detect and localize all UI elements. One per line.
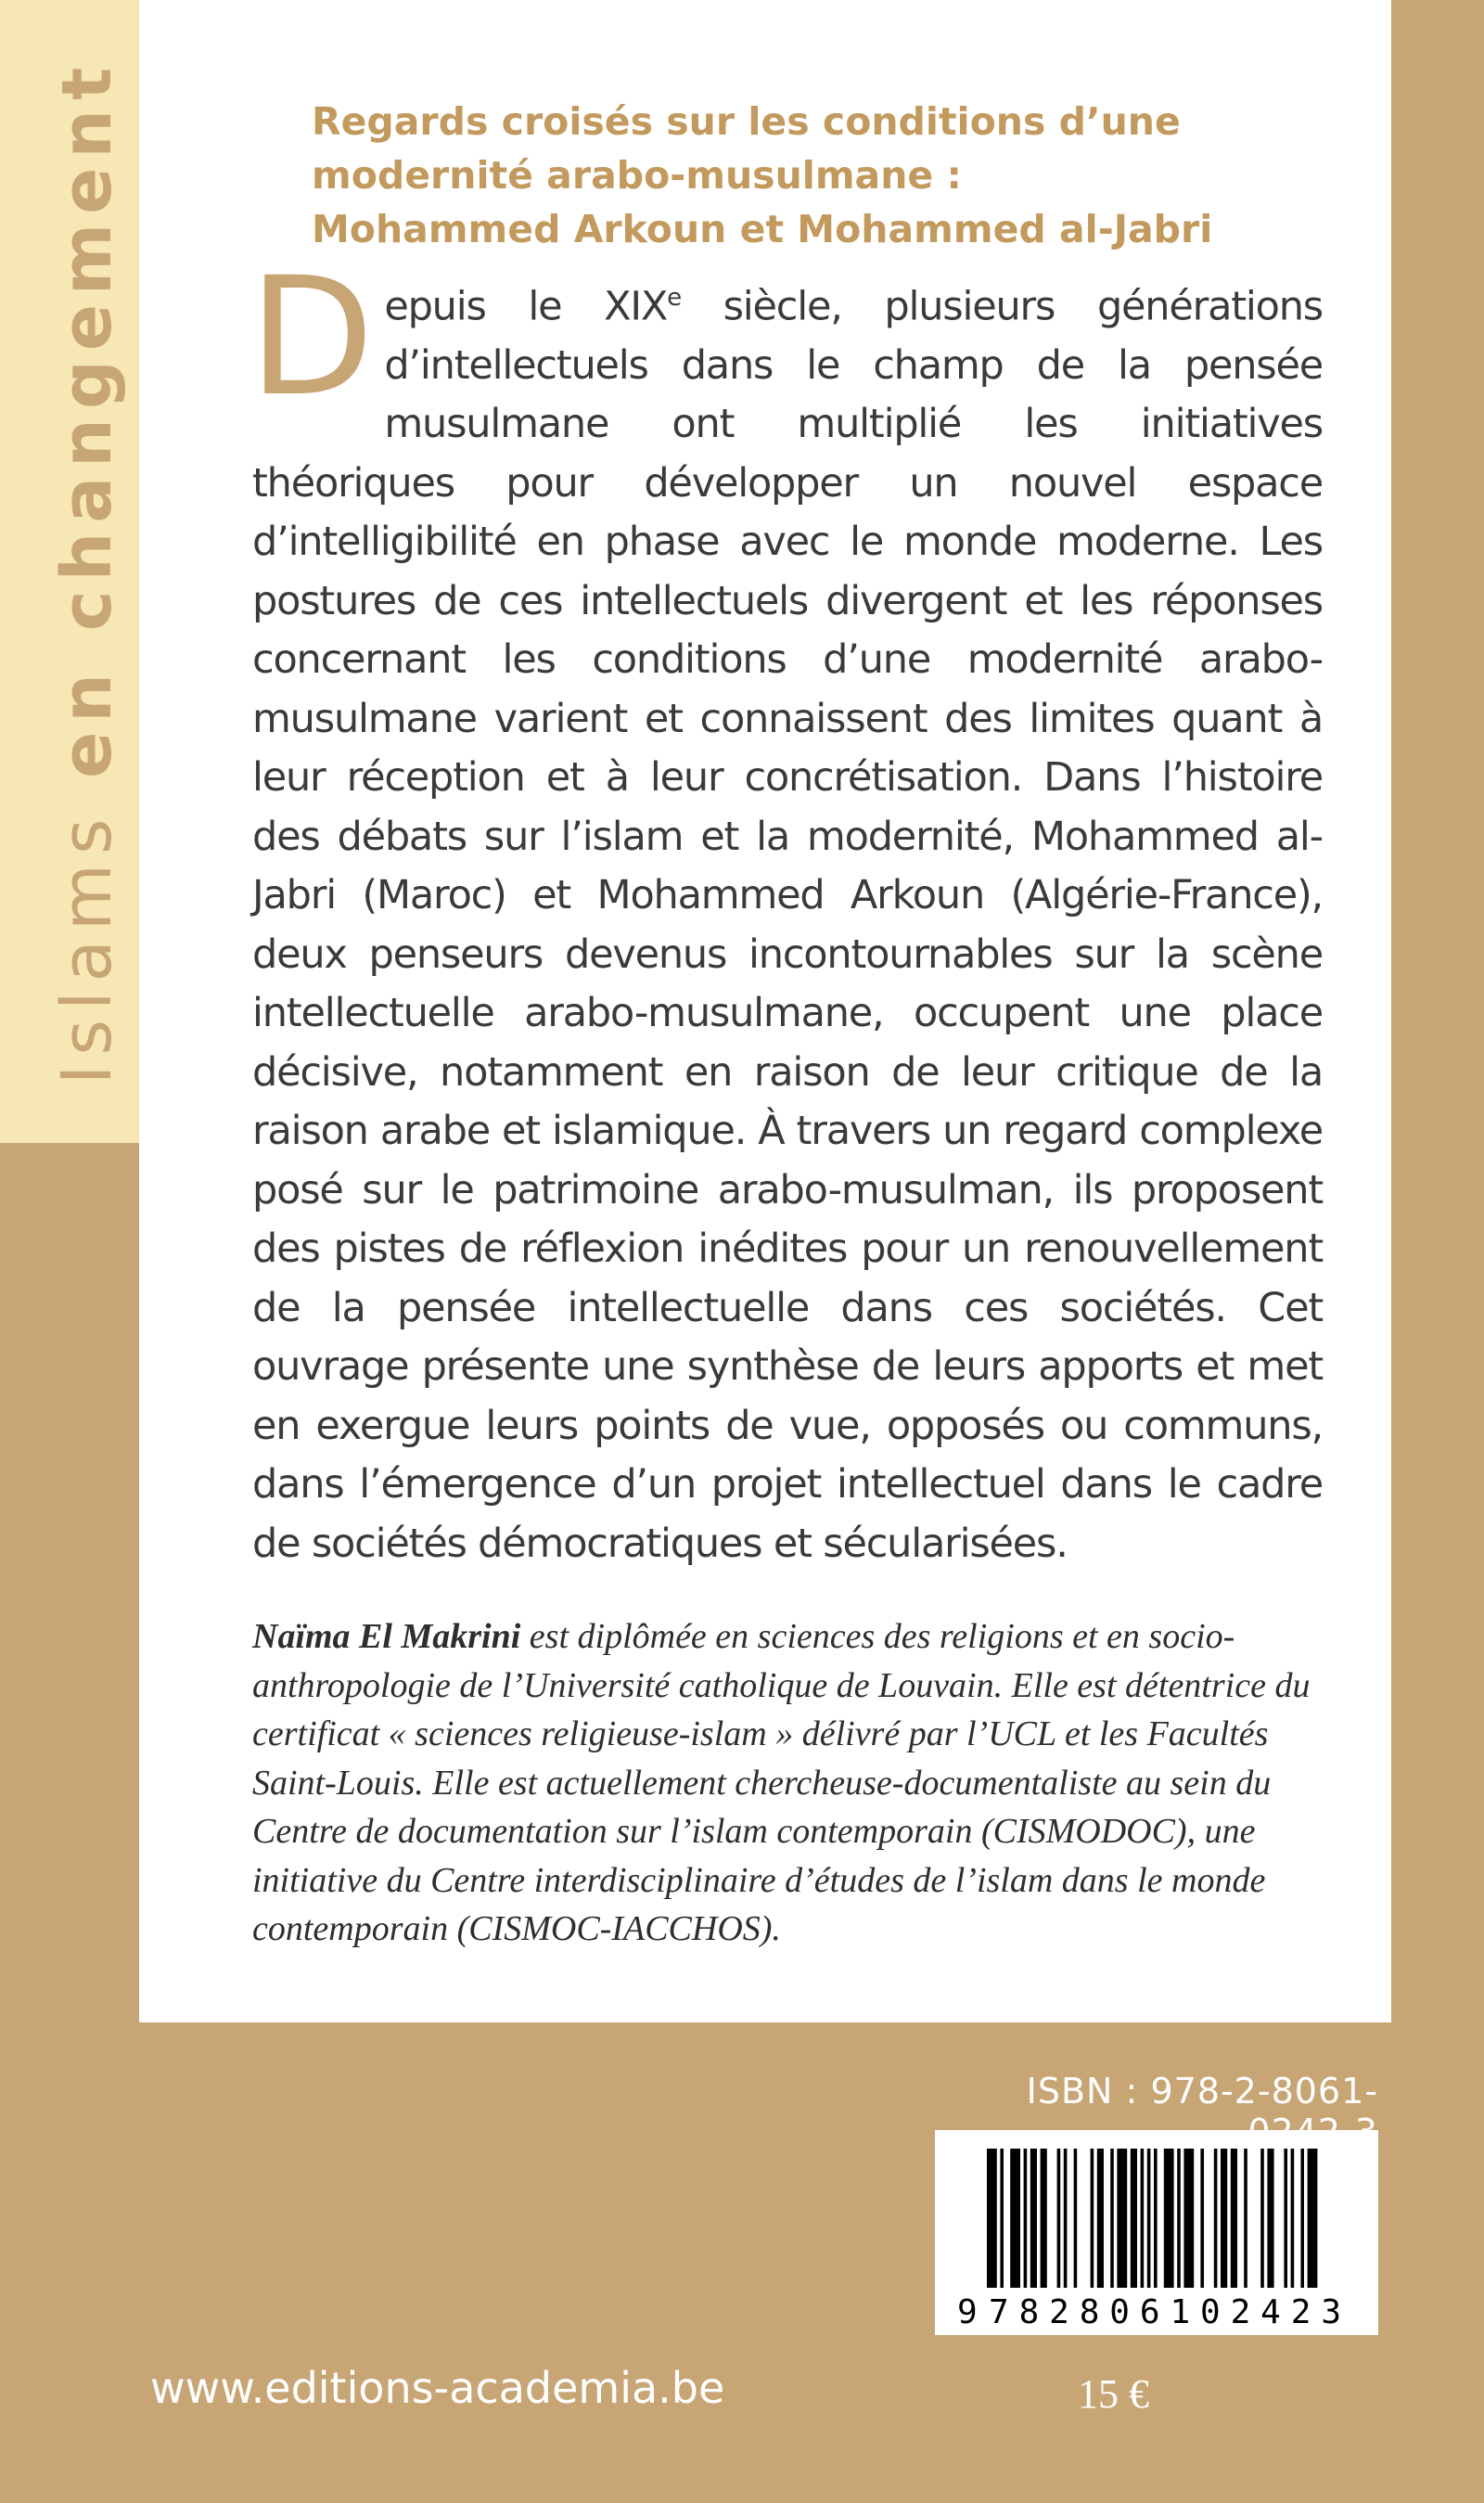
barcode-bar: [1064, 2149, 1068, 2288]
drop-cap: D: [249, 242, 374, 432]
author-name: Naïma El Makrini: [252, 1617, 521, 1656]
barcode-bar: [1164, 2149, 1174, 2288]
barcode-bar: [1024, 2149, 1028, 2288]
barcode-bar: [1300, 2149, 1304, 2288]
subtitle-line-3: Mohammed Arkoun et Mohammed al-Jabri: [312, 207, 1213, 251]
barcode: [935, 2130, 1378, 2335]
barcode-bar: [1214, 2149, 1218, 2288]
publisher-website[interactable]: www.editions-academia.be: [150, 2363, 725, 2413]
barcode-bar: [987, 2149, 997, 2288]
barcode-bar: [1000, 2149, 1004, 2288]
barcode-digits: 782806102423: [989, 2293, 1341, 2331]
barcode-bar: [1231, 2149, 1237, 2288]
barcode-bar: [1010, 2149, 1020, 2288]
series-title: Islams en changement: [47, 58, 127, 1085]
barcode-bar: [1131, 2149, 1137, 2288]
barcode-bar: [1030, 2149, 1037, 2288]
barcode-bar: [1267, 2149, 1273, 2288]
barcode-bar: [1291, 2149, 1295, 2288]
barcode-bar: [1141, 2149, 1145, 2288]
barcode-bar: [1074, 2149, 1078, 2288]
barcode-bar: [1284, 2149, 1287, 2288]
barcode-bar: [1183, 2149, 1194, 2288]
barcode-bar: [1177, 2149, 1181, 2288]
book-subtitle: [312, 95, 1332, 256]
barcode-bar: [1200, 2149, 1204, 2288]
barcode-bar: [1308, 2149, 1318, 2288]
price: 15 €: [1078, 2371, 1149, 2417]
subtitle-line-2: modernité arabo-musulmane :: [312, 153, 962, 198]
isbn: ISBN : 978-2-8061-: [1026, 2071, 1378, 2112]
barcode-bar: [1147, 2149, 1151, 2288]
barcode-bar: [1260, 2149, 1264, 2288]
superscript-e: e: [667, 284, 681, 312]
abstract: [249, 242, 1323, 1573]
barcode-bar: [1057, 2149, 1061, 2288]
barcode-bar: [1041, 2149, 1047, 2288]
subtitle-line-1: Regards croisés sur les conditions d’une: [312, 99, 1181, 144]
barcode-bar: [1110, 2149, 1114, 2288]
abstract-first-words: epuis le XIX: [384, 283, 668, 330]
barcode-bar: [1221, 2149, 1227, 2288]
barcode-bar: [1097, 2149, 1104, 2288]
abstract-text: siècle, plusieurs générations d’intellectuels dans le champ de la pensée musulmane ont multiplié les initiatives théoriques pour développer un nouvel espace d’intelligibilité en phase avec le monde moderne. Les postures de ces intellectuels divergent et les réponses concernant les conditions d’une modernité arabo-musulmane varient et connaissent des limites quant à leur réception et à leur concrétisation. Dans l’histoire des débats sur l’islam et la modernité, Mohammed al-Jabri (Maroc) et Mohammed Arkoun (Algérie-France), deux penseurs devenus incontournables sur la scène intellectuelle arabo-musulmane, occupent une place décisive, notamment en raison de leur critique de la raison arabe et islamique. À travers un regard complexe posé sur le patrimoine arabo-musulman, ils proposent des pistes de réflexion inédites pour un renouvellement de la pensée intellectuelle dans ces sociétés. Cet ouvrage présente une synthèse de leurs apports et met en exergue leurs points de vue, opposés ou communs, dans l’émergence d’un projet intellectuel dans le cadre de sociétés démocratiques et sécularisées.: [252, 283, 1323, 1567]
barcode-lead-digit: 9: [957, 2293, 978, 2331]
author-bio-text: est diplômée en sciences des religions et en socio-anthropologie de l’Université catholique de Louvain. Elle est détentrice du certificat « sciences religieuse-islam » délivré par l’UCL et les Facultés Saint-Louis. Elle est actuellement chercheuse-documentaliste au sein du Centre de documentation sur l’islam contemporain (CISMODOC), une initiative du Centre interdisciplinaire d’études de l’islam dans le monde contemporain (CISMOC-IACCHOS).: [252, 1617, 1311, 1948]
barcode-bar: [1117, 2149, 1127, 2288]
barcode-bar: [1091, 2149, 1094, 2288]
barcode-graphic: [935, 2130, 1378, 2335]
barcode-bars: [987, 2149, 1317, 2288]
author-bio: [252, 1612, 1323, 1954]
barcode-bar: [1244, 2149, 1247, 2288]
barcode-bar: [1154, 2149, 1158, 2288]
